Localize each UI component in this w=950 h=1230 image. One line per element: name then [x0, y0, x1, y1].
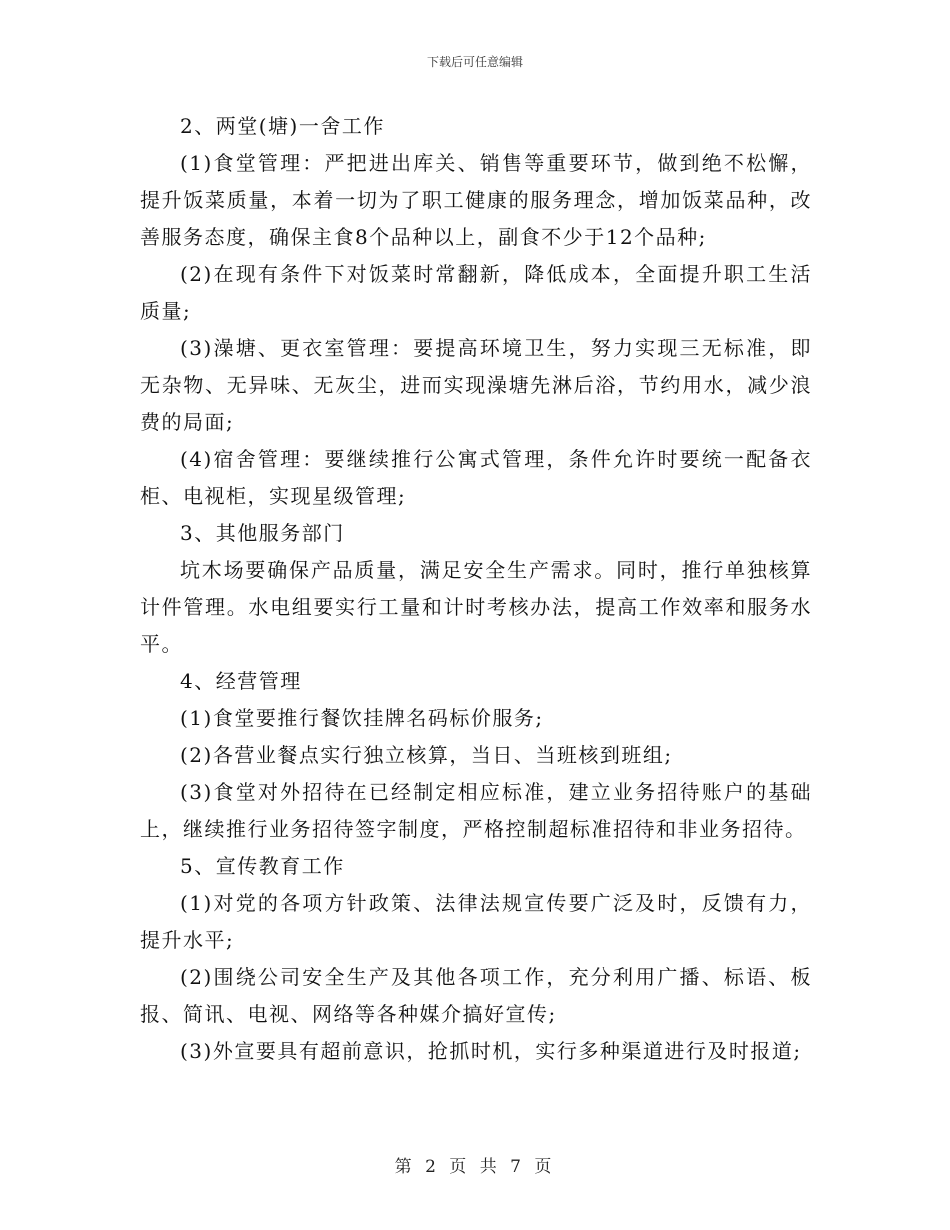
paragraph-menu-renewal: (2)在现有条件下对饭菜时常翻新，降低成本，全面提升职工生活质量;	[140, 262, 812, 323]
paragraph-timber-yard: 坑木场要确保产品质量，满足安全生产需求。同时，推行单独核算计件管理。水电组要实行工量和计时考核办法，提高工作效率和服务水平。	[140, 558, 812, 656]
paragraph-price-tags: (1)食堂要推行餐饮挂牌名码标价服务;	[180, 706, 544, 730]
page-header-note: 下载后可任意编辑	[426, 55, 523, 69]
paragraph-bathhouse-management: (3)澡塘、更衣室管理：要提高环境卫生，努力实现三无标准，即无杂物、无异味、无灰尘，进而实现澡塘先淋后浴，节约用水，减少浪费的局面;	[140, 336, 812, 434]
paragraph-policy-publicity: (1)对党的各项方针政策、法律法规宣传要广泛及时，反馈有力，提升水平;	[140, 891, 812, 952]
document-body	[140, 108, 812, 1070]
paragraph-media-publicity: (2)围绕公司安全生产及其他各项工作，充分利用广播、标语、板报、简讯、电视、网络等各种媒介搞好宣传;	[140, 965, 812, 1026]
section-heading-other-services: 3、其他服务部门	[180, 521, 345, 545]
paragraph-hospitality-control: (3)食堂对外招待在已经制定相应标准，建立业务招待账户的基础上，继续推行业务招待签字制度，严格控制超标准招待和非业务招待。	[140, 780, 812, 841]
paragraph-external-reporting: (3)外宣要具有超前意识，抢抓时机，实行多种渠道进行及时报道;	[180, 1039, 802, 1063]
page-number: 第 2 页 共 7 页	[394, 1157, 556, 1177]
section-heading-operations: 4、经营管理	[180, 669, 302, 693]
section-heading-two-halls-one-dorm: 2、两堂(塘)一舍工作	[180, 114, 385, 138]
paragraph-canteen-management: (1)食堂管理：严把进出库关、销售等重要环节，做到绝不松懈，提升饭菜质量，本着一切为了职工健康的服务理念，增加饭菜品种，改善服务态度，确保主食8个品种以上，副食不少于12个品种;	[140, 151, 812, 249]
paragraph-independent-accounting: (2)各营业餐点实行独立核算，当日、当班核到班组;	[180, 743, 673, 767]
section-heading-publicity: 5、宣传教育工作	[180, 854, 345, 878]
paragraph-dormitory-management: (4)宿舍管理：要继续推行公寓式管理，条件允许时要统一配备衣柜、电视柜，实现星级管理;	[140, 447, 812, 508]
